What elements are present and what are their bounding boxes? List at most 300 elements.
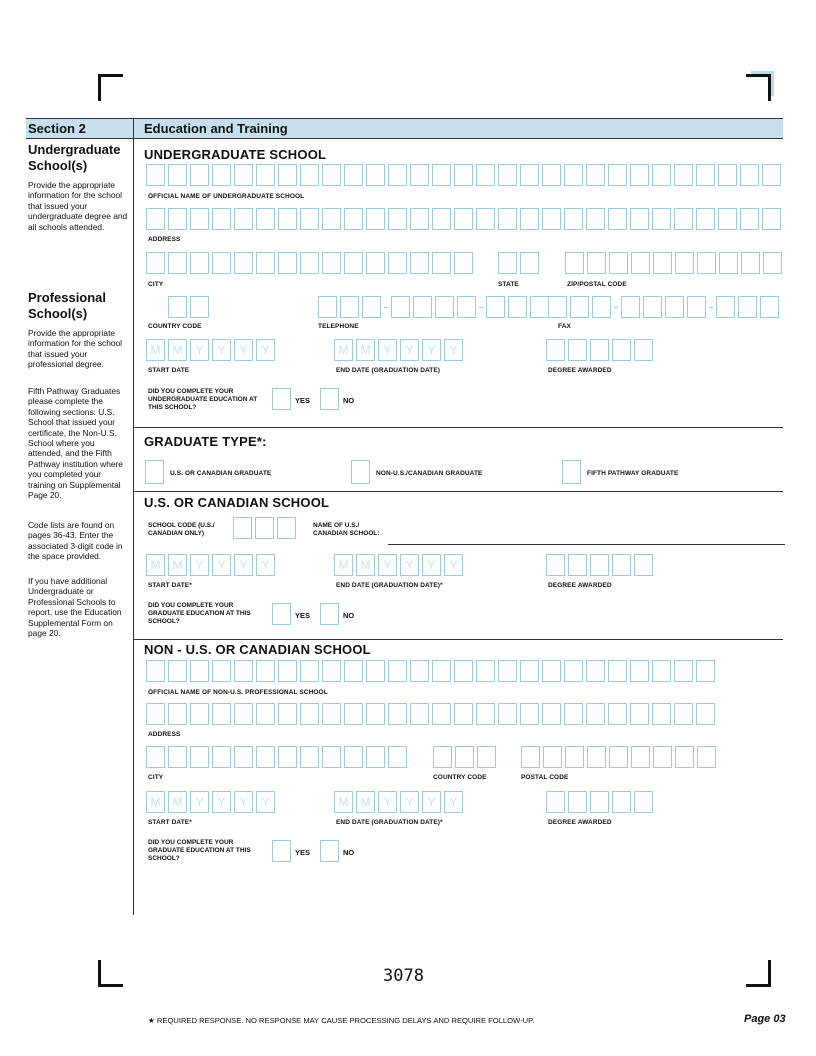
entry-box[interactable] [300, 208, 319, 230]
undergrad-name-boxes[interactable] [146, 164, 784, 186]
entry-box[interactable] [586, 703, 605, 725]
entry-box[interactable] [630, 703, 649, 725]
entry-box[interactable] [697, 252, 716, 274]
entry-box[interactable] [609, 746, 628, 768]
undergrad-city-boxes[interactable] [146, 252, 476, 274]
entry-box[interactable] [432, 660, 451, 682]
entry-box[interactable] [530, 296, 549, 318]
date-box[interactable]: Y [400, 339, 419, 361]
entry-box[interactable] [278, 746, 297, 768]
sidebar-prof-text-3: Code lists are found on pages 36-43. Enter the associated 3-digit code in the space provided. [28, 520, 123, 562]
date-box[interactable]: M [168, 791, 187, 813]
us-yes-checkbox[interactable] [272, 603, 291, 625]
entry-box[interactable] [652, 703, 671, 725]
entry-box[interactable] [454, 164, 473, 186]
entry-box[interactable] [366, 746, 385, 768]
date-box[interactable]: Y [444, 791, 463, 813]
entry-box[interactable] [476, 660, 495, 682]
entry-box[interactable] [675, 746, 694, 768]
entry-box[interactable] [498, 703, 517, 725]
entry-box[interactable] [740, 164, 759, 186]
entry-box[interactable] [520, 660, 539, 682]
entry-box[interactable] [520, 164, 539, 186]
non-us-city-label: CITY [148, 774, 164, 781]
date-box[interactable]: M [146, 554, 165, 576]
undergrad-telephone-boxes[interactable] [318, 296, 552, 318]
entry-box[interactable] [564, 164, 583, 186]
entry-box[interactable] [716, 296, 735, 318]
entry-box[interactable] [212, 252, 231, 274]
non-us-yes-checkbox[interactable] [272, 840, 291, 862]
entry-box[interactable] [631, 746, 650, 768]
entry-box[interactable] [592, 296, 611, 318]
entry-box[interactable] [586, 164, 605, 186]
entry-box[interactable] [391, 296, 410, 318]
entry-box[interactable] [476, 703, 495, 725]
entry-box[interactable] [168, 660, 187, 682]
entry-box[interactable] [762, 208, 781, 230]
entry-box[interactable] [255, 517, 274, 539]
corner-mark-bottom-left [98, 960, 123, 987]
entry-box[interactable] [234, 746, 253, 768]
entry-box[interactable] [697, 746, 716, 768]
entry-box[interactable] [608, 703, 627, 725]
entry-box[interactable] [256, 703, 275, 725]
entry-box[interactable] [564, 660, 583, 682]
date-box[interactable]: Y [378, 791, 397, 813]
entry-box[interactable] [190, 703, 209, 725]
entry-box[interactable] [542, 703, 561, 725]
entry-box[interactable] [212, 703, 231, 725]
entry-box[interactable] [278, 252, 297, 274]
non-us-address-label: ADDRESS [148, 731, 181, 738]
sidebar-undergrad-title: Undergraduate School(s) [28, 142, 121, 173]
entry-box[interactable] [621, 296, 640, 318]
entry-box[interactable] [146, 252, 165, 274]
undergrad-zip-boxes[interactable] [565, 252, 785, 274]
entry-box[interactable] [388, 703, 407, 725]
entry-box[interactable] [410, 703, 429, 725]
entry-box[interactable] [476, 164, 495, 186]
entry-box[interactable] [653, 252, 672, 274]
entry-box[interactable] [168, 746, 187, 768]
undergrad-school-heading: UNDERGRADUATE SCHOOL [144, 147, 327, 162]
date-box[interactable]: Y [444, 554, 463, 576]
entry-box[interactable] [546, 339, 565, 361]
date-box[interactable]: Y [234, 791, 253, 813]
entry-box[interactable] [256, 164, 275, 186]
entry-box[interactable] [432, 252, 451, 274]
date-box[interactable]: M [168, 554, 187, 576]
entry-box[interactable] [300, 164, 319, 186]
entry-box[interactable] [520, 208, 539, 230]
entry-box[interactable] [300, 252, 319, 274]
entry-box[interactable] [543, 746, 562, 768]
entry-box[interactable] [344, 164, 363, 186]
entry-box[interactable] [366, 252, 385, 274]
entry-box[interactable] [388, 164, 407, 186]
corner-mark-top-right [746, 74, 771, 101]
entry-box[interactable] [740, 208, 759, 230]
entry-box[interactable] [300, 703, 319, 725]
fifth-pathway-graduate-checkbox[interactable] [562, 460, 581, 484]
section-header [26, 118, 783, 139]
us-degree-boxes[interactable] [546, 554, 656, 576]
non-us-complete-question: DID YOU COMPLETE YOUR GRADUATE EDUCATION AT THIS SCHOOL? [148, 839, 251, 862]
entry-box[interactable] [234, 703, 253, 725]
date-box[interactable]: Y [378, 339, 397, 361]
entry-box[interactable] [738, 296, 757, 318]
entry-box[interactable] [432, 703, 451, 725]
non-us-city-boxes[interactable] [146, 746, 410, 768]
date-box[interactable]: Y [400, 554, 419, 576]
entry-box[interactable] [454, 252, 473, 274]
entry-box[interactable] [652, 660, 671, 682]
date-box[interactable]: Y [378, 554, 397, 576]
entry-box[interactable] [413, 296, 432, 318]
date-box[interactable]: Y [234, 554, 253, 576]
entry-box[interactable] [256, 746, 275, 768]
entry-box[interactable] [410, 252, 429, 274]
entry-box[interactable] [612, 339, 631, 361]
section-divider [134, 639, 783, 640]
entry-box[interactable] [190, 660, 209, 682]
entry-box[interactable] [278, 208, 297, 230]
non-us-end-date-boxes[interactable] [334, 791, 466, 813]
entry-box[interactable] [476, 208, 495, 230]
undergrad-yes-checkbox[interactable] [272, 388, 291, 410]
us-no-checkbox[interactable] [320, 603, 339, 625]
date-box[interactable]: Y [256, 554, 275, 576]
date-box[interactable]: M [356, 554, 375, 576]
date-box[interactable]: Y [212, 791, 231, 813]
entry-box[interactable] [277, 517, 296, 539]
entry-box[interactable] [586, 660, 605, 682]
undergrad-complete-question: DID YOU COMPLETE YOUR UNDERGRADUATE EDUCATION AT THIS SCHOOL? [148, 388, 258, 411]
date-box[interactable]: M [146, 339, 165, 361]
entry-box[interactable] [546, 791, 565, 813]
entry-box[interactable] [190, 296, 209, 318]
date-box[interactable]: Y [444, 339, 463, 361]
entry-box[interactable] [608, 208, 627, 230]
entry-box[interactable] [454, 703, 473, 725]
undergrad-no-checkbox[interactable] [320, 388, 339, 410]
entry-box[interactable] [234, 660, 253, 682]
us-end-date-label: END DATE (GRADUATION DATE)* [336, 582, 443, 589]
entry-box[interactable] [564, 703, 583, 725]
entry-box[interactable] [568, 339, 587, 361]
entry-box[interactable] [212, 660, 231, 682]
date-box[interactable]: Y [212, 339, 231, 361]
entry-box[interactable] [322, 746, 341, 768]
entry-box[interactable] [146, 746, 165, 768]
entry-box[interactable] [477, 746, 496, 768]
non-us-postal-code-boxes[interactable] [521, 746, 719, 768]
us-end-date-boxes[interactable] [334, 554, 466, 576]
date-box[interactable]: Y [212, 554, 231, 576]
entry-box[interactable] [665, 296, 684, 318]
entry-box[interactable] [653, 746, 672, 768]
entry-box[interactable] [634, 339, 653, 361]
entry-box[interactable] [498, 208, 517, 230]
entry-box[interactable] [256, 252, 275, 274]
date-box[interactable]: M [334, 554, 353, 576]
undergrad-degree-boxes[interactable] [546, 339, 656, 361]
entry-box[interactable] [520, 703, 539, 725]
entry-box[interactable] [212, 746, 231, 768]
entry-box[interactable] [146, 660, 165, 682]
entry-box[interactable] [675, 252, 694, 274]
entry-box[interactable] [234, 252, 253, 274]
date-box[interactable]: M [356, 791, 375, 813]
entry-box[interactable] [322, 703, 341, 725]
entry-box[interactable] [546, 554, 565, 576]
entry-box[interactable] [256, 208, 275, 230]
undergrad-start-date-boxes[interactable] [146, 339, 278, 361]
entry-box[interactable] [590, 791, 609, 813]
entry-box[interactable] [455, 746, 474, 768]
entry-box[interactable] [190, 252, 209, 274]
entry-box[interactable] [719, 252, 738, 274]
entry-box[interactable] [362, 296, 381, 318]
entry-box[interactable] [340, 296, 359, 318]
entry-box[interactable] [634, 791, 653, 813]
entry-box[interactable] [366, 164, 385, 186]
entry-box[interactable] [168, 164, 187, 186]
date-box[interactable]: Y [422, 339, 441, 361]
entry-box[interactable] [432, 208, 451, 230]
date-box[interactable]: Y [400, 791, 419, 813]
entry-box[interactable] [366, 703, 385, 725]
entry-box[interactable] [696, 660, 715, 682]
entry-box[interactable] [344, 252, 363, 274]
entry-box[interactable] [741, 252, 760, 274]
non-us-no-label: NO [343, 848, 355, 857]
entry-box[interactable] [612, 554, 631, 576]
us-school-name-line[interactable] [388, 544, 785, 545]
entry-box[interactable] [190, 746, 209, 768]
date-box[interactable]: M [146, 791, 165, 813]
entry-box[interactable] [168, 296, 187, 318]
non-us-graduate-label: NON-U.S./CANADIAN GRADUATE [376, 470, 483, 477]
entry-box[interactable] [542, 208, 561, 230]
undergrad-state-boxes[interactable] [498, 252, 542, 274]
entry-box[interactable] [432, 164, 451, 186]
entry-box[interactable] [457, 296, 476, 318]
us-start-date-boxes[interactable] [146, 554, 278, 576]
entry-box[interactable] [190, 164, 209, 186]
entry-box[interactable] [146, 703, 165, 725]
date-box[interactable]: M [334, 339, 353, 361]
entry-box[interactable] [612, 791, 631, 813]
entry-box[interactable] [542, 164, 561, 186]
entry-box[interactable] [674, 703, 693, 725]
entry-box[interactable] [630, 660, 649, 682]
entry-box[interactable] [696, 164, 715, 186]
date-box[interactable]: Y [234, 339, 253, 361]
entry-box[interactable] [568, 554, 587, 576]
entry-box[interactable] [498, 164, 517, 186]
date-box[interactable]: Y [256, 339, 275, 361]
entry-box[interactable] [608, 164, 627, 186]
sidebar-prof-text-1: Provide the appropriate information for the school that issued your professional degree. [28, 328, 123, 370]
entry-box[interactable] [233, 517, 252, 539]
entry-box[interactable] [322, 660, 341, 682]
entry-box[interactable] [322, 252, 341, 274]
undergrad-address-boxes[interactable] [146, 208, 784, 230]
entry-box[interactable] [318, 296, 337, 318]
entry-box[interactable] [278, 703, 297, 725]
entry-box[interactable] [212, 164, 231, 186]
date-box[interactable]: Y [190, 554, 209, 576]
entry-box[interactable] [570, 296, 589, 318]
date-box[interactable]: Y [256, 791, 275, 813]
entry-box[interactable] [300, 746, 319, 768]
non-us-start-date-boxes[interactable] [146, 791, 278, 813]
entry-box[interactable] [146, 164, 165, 186]
entry-box[interactable] [388, 208, 407, 230]
corner-mark-bottom-right [746, 960, 771, 987]
required-note: ★ REQUIRED RESPONSE. NO RESPONSE MAY CAUSE PROCESSING DELAYS AND REQUIRE FOLLOW-UP. [148, 1016, 535, 1025]
entry-box[interactable] [388, 252, 407, 274]
non-us-graduate-checkbox[interactable] [351, 460, 370, 484]
entry-box[interactable] [718, 164, 737, 186]
undergrad-end-date-label: END DATE (GRADUATION DATE) [336, 367, 441, 374]
non-us-country-code-label: COUNTRY CODE [433, 774, 487, 781]
entry-box[interactable] [234, 164, 253, 186]
entry-box[interactable] [168, 252, 187, 274]
entry-box[interactable] [630, 164, 649, 186]
entry-box[interactable] [508, 296, 527, 318]
entry-box[interactable] [542, 660, 561, 682]
undergrad-country-code-boxes[interactable] [168, 296, 212, 318]
entry-box[interactable] [410, 164, 429, 186]
non-us-degree-boxes[interactable] [546, 791, 656, 813]
entry-box[interactable] [565, 252, 584, 274]
entry-box[interactable] [568, 791, 587, 813]
entry-box[interactable] [212, 208, 231, 230]
entry-box[interactable] [631, 252, 650, 274]
entry-box[interactable] [486, 296, 505, 318]
separator-dash [709, 307, 713, 308]
entry-box[interactable] [608, 660, 627, 682]
us-canadian-graduate-checkbox[interactable] [145, 460, 164, 484]
date-box[interactable]: M [334, 791, 353, 813]
entry-box[interactable] [565, 746, 584, 768]
entry-box[interactable] [168, 208, 187, 230]
entry-box[interactable] [696, 703, 715, 725]
undergrad-end-date-boxes[interactable] [334, 339, 466, 361]
entry-box[interactable] [433, 746, 452, 768]
entry-box[interactable] [762, 164, 781, 186]
entry-box[interactable] [718, 208, 737, 230]
date-box[interactable]: M [168, 339, 187, 361]
non-us-country-code-boxes[interactable] [433, 746, 499, 768]
sidebar-undergrad-text: Provide the appropriate information for the school that issued your undergraduate degree and all schools attended. [28, 180, 128, 232]
date-box[interactable]: M [356, 339, 375, 361]
entry-box[interactable] [256, 660, 275, 682]
entry-box[interactable] [634, 554, 653, 576]
entry-box[interactable] [322, 208, 341, 230]
entry-box[interactable] [454, 208, 473, 230]
entry-box[interactable] [652, 164, 671, 186]
entry-box[interactable] [498, 660, 517, 682]
us-school-name-label: NAME OF U.S./ CANADIAN SCHOOL: [313, 522, 380, 537]
entry-box[interactable] [278, 660, 297, 682]
undergrad-telephone-label: TELEPHONE [318, 323, 359, 330]
undergrad-fax-label: FAX [558, 323, 571, 330]
entry-box[interactable] [146, 208, 165, 230]
entry-box[interactable] [366, 208, 385, 230]
form-number: 3078 [383, 966, 424, 986]
entry-box[interactable] [300, 660, 319, 682]
entry-box[interactable] [587, 252, 606, 274]
entry-box[interactable] [410, 660, 429, 682]
non-us-address-boxes[interactable] [146, 703, 718, 725]
us-yes-label: YES [295, 611, 311, 620]
entry-box[interactable] [674, 208, 693, 230]
entry-box[interactable] [652, 208, 671, 230]
entry-box[interactable] [520, 252, 539, 274]
entry-box[interactable] [760, 296, 779, 318]
entry-box[interactable] [410, 208, 429, 230]
non-us-name-boxes[interactable] [146, 660, 718, 682]
entry-box[interactable] [366, 660, 385, 682]
entry-box[interactable] [344, 660, 363, 682]
entry-box[interactable] [587, 746, 606, 768]
entry-box[interactable] [521, 746, 540, 768]
entry-box[interactable] [586, 208, 605, 230]
entry-box[interactable] [590, 554, 609, 576]
entry-box[interactable] [190, 208, 209, 230]
entry-box[interactable] [590, 339, 609, 361]
entry-box[interactable] [344, 208, 363, 230]
entry-box[interactable] [435, 296, 454, 318]
entry-box[interactable] [234, 208, 253, 230]
date-box[interactable]: Y [190, 339, 209, 361]
entry-box[interactable] [564, 208, 583, 230]
entry-box[interactable] [344, 746, 363, 768]
entry-box[interactable] [763, 252, 782, 274]
entry-box[interactable] [674, 164, 693, 186]
section-divider [134, 427, 783, 428]
entry-box[interactable] [643, 296, 662, 318]
entry-box[interactable] [322, 164, 341, 186]
undergrad-fax-boxes[interactable] [548, 296, 782, 318]
entry-box[interactable] [498, 252, 517, 274]
entry-box[interactable] [388, 746, 407, 768]
sidebar-prof-text-2: Fifth Pathway Graduates please complete the following sections: U.S. School that issued your certificate, the Non-U.S. School where you attended, and the Fifth Pathway institution where you completed your training on Supplemental Page 20. [28, 386, 123, 501]
date-box[interactable]: Y [190, 791, 209, 813]
entry-box[interactable] [630, 208, 649, 230]
us-school-code-boxes[interactable] [233, 517, 299, 539]
entry-box[interactable] [168, 703, 187, 725]
entry-box[interactable] [696, 208, 715, 230]
date-box[interactable]: Y [422, 554, 441, 576]
non-us-no-checkbox[interactable] [320, 840, 339, 862]
date-box[interactable]: Y [422, 791, 441, 813]
entry-box[interactable] [278, 164, 297, 186]
entry-box[interactable] [674, 660, 693, 682]
undergrad-degree-label: DEGREE AWARDED [548, 367, 612, 374]
entry-box[interactable] [609, 252, 628, 274]
entry-box[interactable] [454, 660, 473, 682]
entry-box[interactable] [687, 296, 706, 318]
entry-box[interactable] [344, 703, 363, 725]
entry-box[interactable] [388, 660, 407, 682]
us-canadian-graduate-label: U.S. OR CANADIAN GRADUATE [170, 470, 272, 477]
entry-box[interactable] [548, 296, 567, 318]
